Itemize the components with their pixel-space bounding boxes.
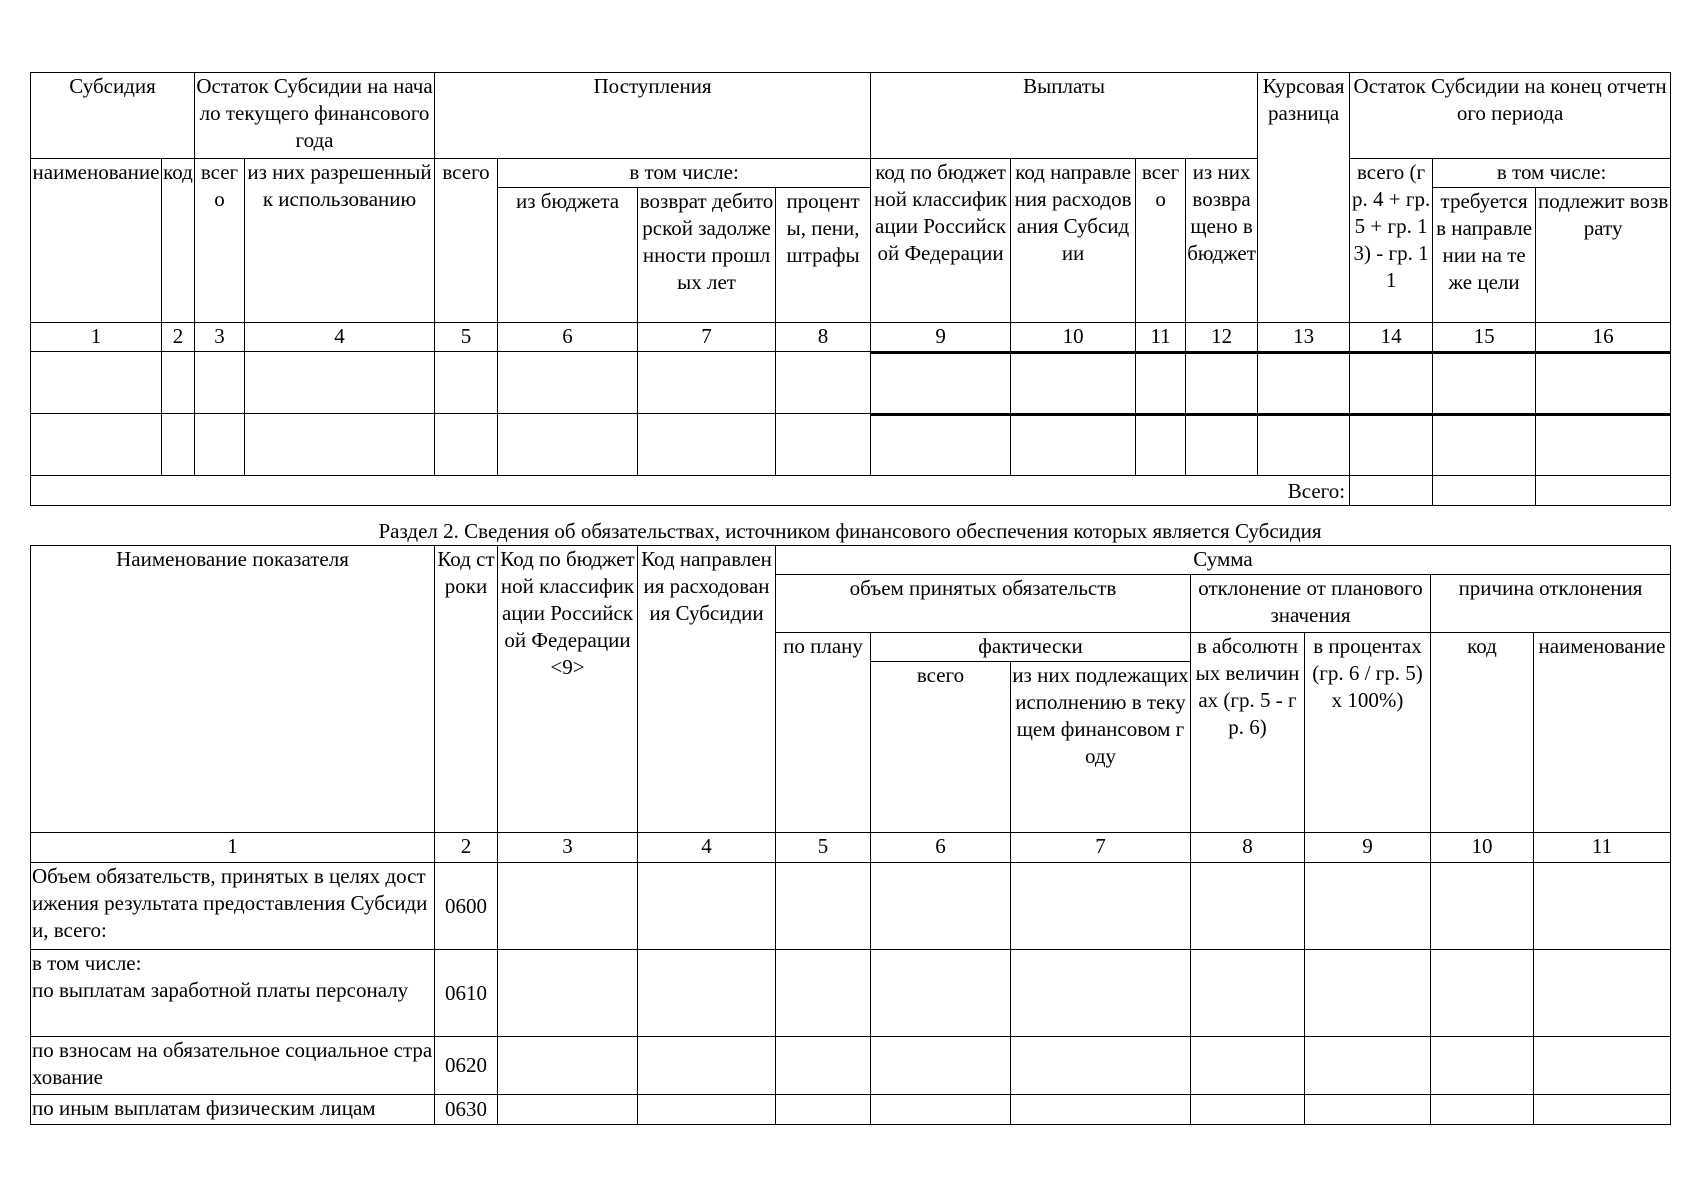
row-name: по иным выплатам физическим лицам <box>31 1095 435 1125</box>
header-total-5: всего <box>435 159 498 323</box>
table-cell <box>1433 476 1536 506</box>
table-cell <box>638 1037 776 1095</box>
table-cell <box>195 352 245 414</box>
col-number: 11 <box>1136 323 1186 352</box>
table-cell <box>1011 414 1136 476</box>
row-code: 0630 <box>435 1095 498 1125</box>
column-number-row <box>31 833 1671 863</box>
col-number: 4 <box>245 323 435 352</box>
table-cell <box>1433 414 1536 476</box>
table-cell <box>776 414 871 476</box>
table-cell <box>1011 1037 1191 1095</box>
table-cell <box>871 1095 1011 1125</box>
col-number: 8 <box>1191 833 1305 863</box>
table-row <box>31 1037 1671 1095</box>
table-cell <box>245 414 435 476</box>
row-code: 0610 <box>435 950 498 1037</box>
col-number: 1 <box>31 323 162 352</box>
table-cell <box>31 414 162 476</box>
header-from-budget: из бюджета <box>498 188 638 323</box>
col-number: 16 <box>1536 323 1671 352</box>
table-cell <box>31 352 162 414</box>
table-cell <box>871 352 1011 414</box>
table-cell <box>1536 352 1671 414</box>
table-row <box>31 352 1671 414</box>
table-cell <box>871 863 1011 950</box>
header-including-balance: в том числе: <box>1433 159 1671 188</box>
table-row <box>31 414 1671 476</box>
col-number: 6 <box>498 323 638 352</box>
col-number: 9 <box>1305 833 1431 863</box>
table-cell <box>638 352 776 414</box>
header-accepted: объем принятых обязательств <box>776 575 1191 633</box>
table-cell <box>1011 950 1191 1037</box>
row-name: в том числе: по выплатам заработной платы персоналу <box>31 950 435 1037</box>
table-cell <box>162 352 195 414</box>
header-balance-end: Остаток Субсидии на конец отчетного периода <box>1350 73 1671 159</box>
table-cell <box>776 950 871 1037</box>
table-cell <box>776 863 871 950</box>
header-to-execute: из них подлежащих исполнению в текущем финансовом году <box>1011 662 1191 833</box>
table-cell <box>1534 1095 1671 1125</box>
header-reason-name: наименование <box>1534 633 1671 833</box>
header-row-code: Код строки <box>435 546 498 833</box>
table-cell <box>638 414 776 476</box>
header-sum: Сумма <box>776 546 1671 575</box>
row-code: 0620 <box>435 1037 498 1095</box>
table-cell <box>1536 414 1671 476</box>
table-cell <box>498 1095 638 1125</box>
header-return-debt: возврат дебиторской задолженности прошлых лет <box>638 188 776 323</box>
header-absolute: в абсолютных величинах (гр. 5 - гр. 6) <box>1191 633 1305 833</box>
table-cell <box>776 352 871 414</box>
col-number: 10 <box>1011 323 1136 352</box>
col-number: 3 <box>498 833 638 863</box>
table-cell <box>1011 863 1191 950</box>
col-number: 10 <box>1431 833 1534 863</box>
header-payments: Выплаты <box>871 73 1258 159</box>
table-cell <box>1258 414 1350 476</box>
col-number: 1 <box>31 833 435 863</box>
table-cell <box>871 950 1011 1037</box>
table-cell <box>1191 1037 1305 1095</box>
table-cell <box>1191 950 1305 1037</box>
header-budget-code: код по бюджетной классификации Российской Федерации <box>871 159 1011 323</box>
col-number: 3 <box>195 323 245 352</box>
table-cell <box>638 950 776 1037</box>
header-total-14: всего (гр. 4 + гр. 5 + гр. 13) - гр. 11 <box>1350 159 1433 323</box>
header-interest: проценты, пени, штрафы <box>776 188 871 323</box>
table-cell <box>1431 1095 1534 1125</box>
total-row <box>31 476 1671 506</box>
table-cell <box>1258 352 1350 414</box>
table-cell <box>1136 414 1186 476</box>
col-number: 4 <box>638 833 776 863</box>
header-exchange-diff: Курсовая разница <box>1258 73 1350 323</box>
row-code: 0600 <box>435 863 498 950</box>
table-cell <box>1350 414 1433 476</box>
header-percent: в процентах (гр. 6 / гр. 5) x 100%) <box>1305 633 1431 833</box>
table-cell <box>1191 1095 1305 1125</box>
table-cell <box>1305 950 1431 1037</box>
header-name: наименование <box>31 159 162 323</box>
table-cell <box>1011 352 1136 414</box>
section-2-title: Раздел 2. Сведения об обязательствах, источником финансового обеспечения которых является Субсидия <box>378 519 1322 543</box>
table-cell <box>1186 414 1258 476</box>
header-actual-total: всего <box>871 662 1011 833</box>
col-number: 6 <box>871 833 1011 863</box>
table-cell <box>1534 863 1671 950</box>
row-name: Объем обязательств, принятых в целях достижения результата предоставления Субсидии, всего: <box>31 863 435 950</box>
table-cell <box>1350 352 1433 414</box>
table-cell <box>871 1037 1011 1095</box>
col-number: 15 <box>1433 323 1536 352</box>
table-cell <box>1534 1037 1671 1095</box>
header-direction-code: Код направления расходования Субсидии <box>638 546 776 833</box>
table-cell <box>638 1095 776 1125</box>
header-balance-start: Остаток Субсидии на начало текущего финансового года <box>195 73 435 159</box>
header-deviation: отклонение от планового значения <box>1191 575 1431 633</box>
header-including-receipts: в том числе: <box>498 159 871 188</box>
col-number: 13 <box>1258 323 1350 352</box>
table-cell <box>162 414 195 476</box>
header-reason: причина отклонения <box>1431 575 1671 633</box>
table-cell <box>776 1095 871 1125</box>
header-plan: по плану <box>776 633 871 833</box>
col-number: 14 <box>1350 323 1433 352</box>
subsidy-balance-table <box>30 72 1671 506</box>
table-cell <box>1350 476 1433 506</box>
table-cell <box>435 352 498 414</box>
col-number: 7 <box>1011 833 1191 863</box>
table-cell <box>776 1037 871 1095</box>
header-indicator: Наименование показателя <box>31 546 435 833</box>
table-cell <box>1431 863 1534 950</box>
header-required: требуется в направлении на те же цели <box>1433 188 1536 323</box>
table-cell <box>1191 863 1305 950</box>
col-number: 7 <box>638 323 776 352</box>
table-cell <box>195 414 245 476</box>
col-number: 5 <box>435 323 498 352</box>
header-code: код <box>162 159 195 323</box>
header-reason-code: код <box>1431 633 1534 833</box>
table-cell <box>1433 352 1536 414</box>
header-returned-budget: из них возвращено в бюджет <box>1186 159 1258 323</box>
table-cell <box>1305 863 1431 950</box>
header-direction-code: код направления расходования Субсидии <box>1011 159 1136 323</box>
table-cell <box>498 950 638 1037</box>
table-cell <box>498 352 638 414</box>
header-subsidy: Субсидия <box>31 73 195 159</box>
table-cell <box>245 352 435 414</box>
table-cell <box>435 414 498 476</box>
table-row <box>31 1095 1671 1125</box>
header-total-3: всего <box>195 159 245 323</box>
total-label: Всего: <box>31 476 1350 506</box>
table-cell <box>498 414 638 476</box>
col-number: 2 <box>162 323 195 352</box>
table-cell <box>638 863 776 950</box>
header-receipts: Поступления <box>435 73 871 159</box>
header-allowed: из них разрешенный к использованию <box>245 159 435 323</box>
row-name: по взносам на обязательное социальное страхование <box>31 1037 435 1095</box>
header-actual: фактически <box>871 633 1191 662</box>
table-row <box>31 863 1671 950</box>
table-cell <box>1305 1095 1431 1125</box>
table-cell <box>1534 950 1671 1037</box>
table-cell <box>1136 352 1186 414</box>
table-cell <box>1431 1037 1534 1095</box>
col-number: 5 <box>776 833 871 863</box>
header-total-11: всего <box>1136 159 1186 323</box>
column-number-row <box>31 323 1671 352</box>
col-number: 11 <box>1534 833 1671 863</box>
table-row <box>31 950 1671 1037</box>
col-number: 12 <box>1186 323 1258 352</box>
table-cell <box>1536 476 1671 506</box>
table-cell <box>1431 950 1534 1037</box>
table-cell <box>871 414 1011 476</box>
table-cell <box>1011 1095 1191 1125</box>
col-number: 2 <box>435 833 498 863</box>
obligations-table <box>30 545 1671 1125</box>
header-budget-code: Код по бюджетной классификации Российской Федерации <9> <box>498 546 638 833</box>
header-to-return: подлежит возврату <box>1536 188 1671 323</box>
col-number: 8 <box>776 323 871 352</box>
table-cell <box>498 863 638 950</box>
table-cell <box>1186 352 1258 414</box>
col-number: 9 <box>871 323 1011 352</box>
table-cell <box>1305 1037 1431 1095</box>
table-cell <box>498 1037 638 1095</box>
